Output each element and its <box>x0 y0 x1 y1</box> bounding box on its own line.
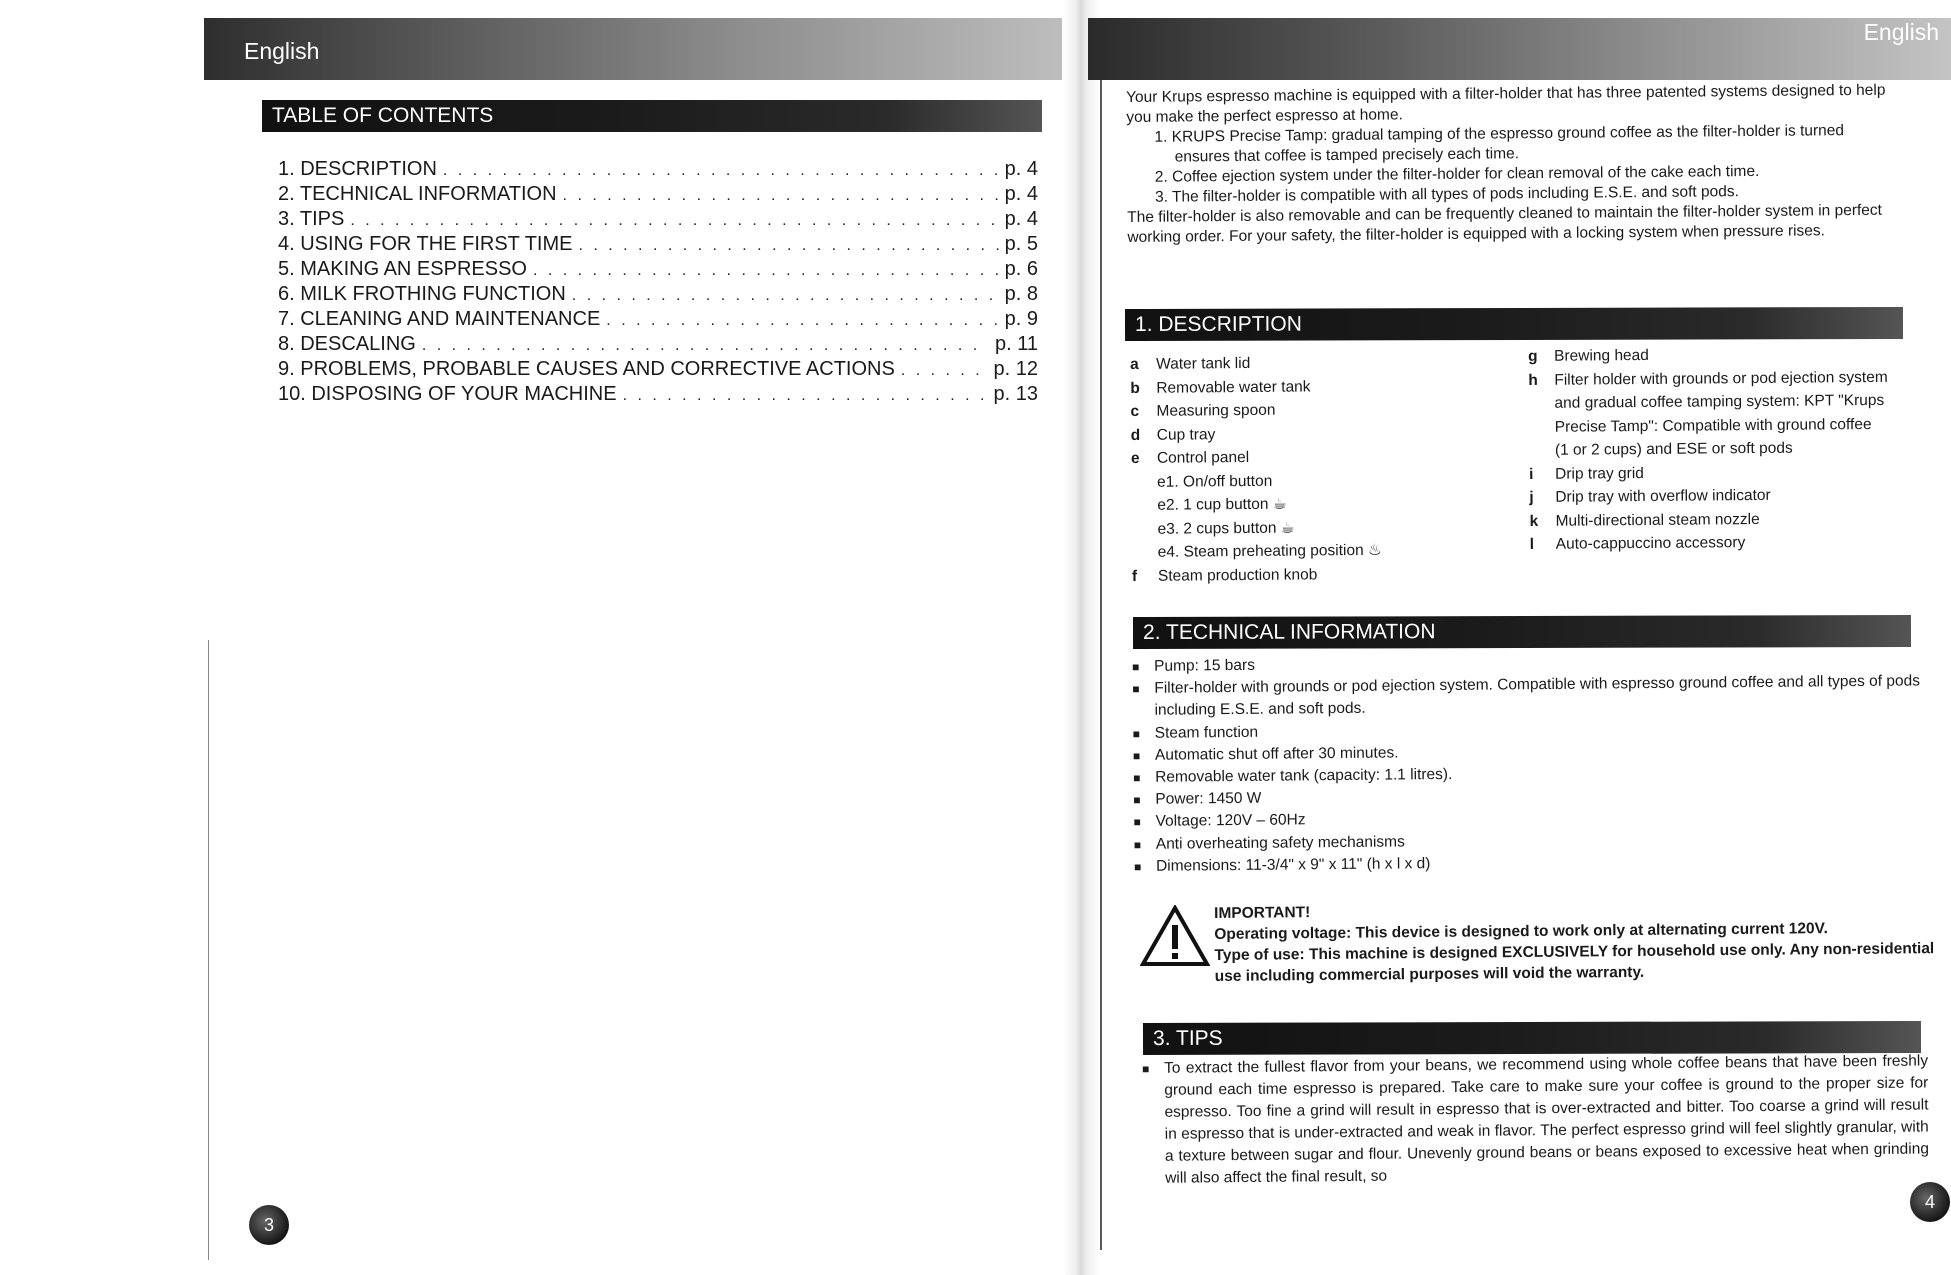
part-item: g Brewing head <box>1528 346 1649 365</box>
toc-item-disposing[interactable]: 10. DISPOSING OF YOUR MACHINE . . . p. 13 <box>278 383 1038 408</box>
toc-item-descaling[interactable]: 8. DESCALING . . . p. 11 <box>278 333 1038 358</box>
left-page-number: 3 <box>249 1205 289 1245</box>
two-cups-icon: ☕ <box>1280 519 1295 537</box>
left-header-language: English <box>244 38 320 64</box>
right-page-number: 4 <box>1910 1182 1950 1222</box>
intro-item-1-cont: ensures that coffee is tamped precisely each time. <box>1174 145 1520 166</box>
right-header-bar <box>1088 18 1951 80</box>
description-heading: 1. DESCRIPTION <box>1125 307 1903 341</box>
tech-item: ■ Anti overheating safety mechanisms <box>1133 833 1405 853</box>
sub-item-2-cups: e3. 2 cups button ☕ <box>1157 519 1295 538</box>
part-item: k Multi-directional steam nozzle <box>1529 510 1760 530</box>
important-usage: Type of use: This machine is designed EXCLUSIVELY for household use only. Any non-residential use including commercial purposes will void the warranty. <box>1214 940 1935 985</box>
tips-text <box>1142 1050 1929 1190</box>
fold-line <box>1100 80 1102 1250</box>
toc-item-espresso[interactable]: 5. MAKING AN ESPRESSO . . . p. 6 <box>278 258 1038 283</box>
sub-item-on-off: e1. On/off button <box>1157 472 1273 491</box>
toc-item-problems[interactable]: 9. PROBLEMS, PROBABLE CAUSES AND CORRECTIVE ACTIONS . . . p. 12 <box>278 358 1038 383</box>
warning-icon <box>1140 905 1210 967</box>
intro-paragraph: Your Krups espresso machine is equipped with a filter-holder that has three patented systems designed to help you make the perfect espresso at home. <box>1126 81 1886 126</box>
important-voltage: Operating voltage: This device is designed to work only at alternating current 120V. <box>1214 920 1828 943</box>
steam-icon: ♨ <box>1367 541 1382 559</box>
page-edge-line <box>208 640 209 1260</box>
toc-item-milk-frothing[interactable]: 6. MILK FROTHING FUNCTION . . . p. 8 <box>278 283 1038 308</box>
intro-item-3: 3. The filter-holder is compatible with all types of pods including E.S.E. and soft pods. <box>1154 183 1739 206</box>
tech-item: ■ Dimensions: 11-3/4" x 9" x 11" (h x l x d) <box>1133 854 1431 875</box>
part-item: j Drip tray with overflow indicator <box>1529 486 1771 506</box>
technical-heading: 2. TECHNICAL INFORMATION <box>1133 615 1911 649</box>
tech-item: ■ Voltage: 120V – 60Hz <box>1133 811 1306 831</box>
toc-item-technical[interactable]: 2. TECHNICAL INFORMATION . . . p. 4 <box>278 183 1038 208</box>
intro-item-2: 2. Coffee ejection system under the filter-holder for clean removal of the cake each time. <box>1154 162 1760 186</box>
part-item: l Auto-cappuccino accessory <box>1529 534 1746 553</box>
sub-item-steam: e4. Steam preheating position ♨ <box>1157 541 1382 561</box>
important-notice <box>1214 896 1935 987</box>
technical-list <box>1132 648 1924 878</box>
tech-item: ■ Power: 1450 W <box>1133 789 1262 809</box>
toc-item-tips[interactable]: 3. TIPS . . . p. 4 <box>278 208 1038 233</box>
toc-item-cleaning[interactable]: 7. CLEANING AND MAINTENANCE . . . p. 9 <box>278 308 1038 333</box>
description-left-column <box>1130 350 1492 588</box>
tech-item: ■ Pump: 15 bars <box>1132 656 1255 675</box>
tech-item: ■ Removable water tank (capacity: 1.1 litres). <box>1133 765 1453 786</box>
right-header-language: English <box>1863 19 1939 45</box>
one-cup-icon: ☕ <box>1272 495 1287 513</box>
tech-item: ■ Steam function <box>1132 723 1259 742</box>
part-item: h Filter holder with grounds or pod ejection system and gradual coffee tamping system: KPT "Krups Precise Tamp": Compatible with ground coffee (1 or 2 cups) and ESE or soft pods <box>1528 368 1888 459</box>
part-item: e Control panel <box>1130 448 1250 467</box>
toc-item-first-time[interactable]: 4. USING FOR THE FIRST TIME . . . p. 5 <box>278 233 1038 258</box>
part-item: a Water tank lid <box>1130 354 1251 373</box>
part-item: c Measuring spoon <box>1130 401 1276 420</box>
table-of-contents <box>278 158 1038 408</box>
part-item: b Removable water tank <box>1130 377 1311 397</box>
intro-text <box>1126 81 1907 248</box>
part-item: i Drip tray grid <box>1529 464 1644 483</box>
description-right-column <box>1528 342 1890 557</box>
tech-item: ■ Filter-holder with grounds or pod ejection system. Compatible with espresso ground coffee and all types of pods including E.S.E. and soft pods. <box>1132 672 1921 720</box>
intro-paragraph-2: The filter-holder is also removable and can be frequently cleaned to maintain the filter-holder system in perfect working order. For your safety, the filter-holder is equipped with a locking system when pressure rises. <box>1127 201 1883 246</box>
intro-item-1: 1. KRUPS Precise Tamp: gradual tamping of the espresso ground coffee as the filter-holder is turned <box>1154 122 1845 146</box>
part-item: f Steam production knob <box>1131 565 1318 585</box>
left-header-bar <box>204 18 1062 80</box>
sub-item-1-cup: e2. 1 cup button ☕ <box>1157 495 1287 514</box>
toc-item-description[interactable]: 1. DESCRIPTION . . . p. 4 <box>278 158 1038 183</box>
toc-heading: TABLE OF CONTENTS <box>262 100 1042 132</box>
tech-item: ■ Automatic shut off after 30 minutes. <box>1132 744 1399 764</box>
page-fold <box>1062 0 1100 1275</box>
tips-item: ■ To extract the fullest flavor from your beans, we recommend using whole coffee beans that have been freshly ground each time espresso is prepared. Take care to make sure your coffee is ground to the proper size for espresso. Too fine a grind will result in espresso that is over-extracted and bitter. Too coarse a grind will result in espresso that is under-extracted and weak in flavor. The perfect espresso grind will feel slightly granular, with a texture between sugar and flour. Unevenly ground beans or beans exposed to excessive heat when grinding will also affect the final result, so <box>1142 1052 1929 1187</box>
important-heading: IMPORTANT! <box>1214 904 1311 922</box>
part-item: d Cup tray <box>1130 425 1216 444</box>
tips-heading: 3. TIPS <box>1143 1021 1921 1055</box>
